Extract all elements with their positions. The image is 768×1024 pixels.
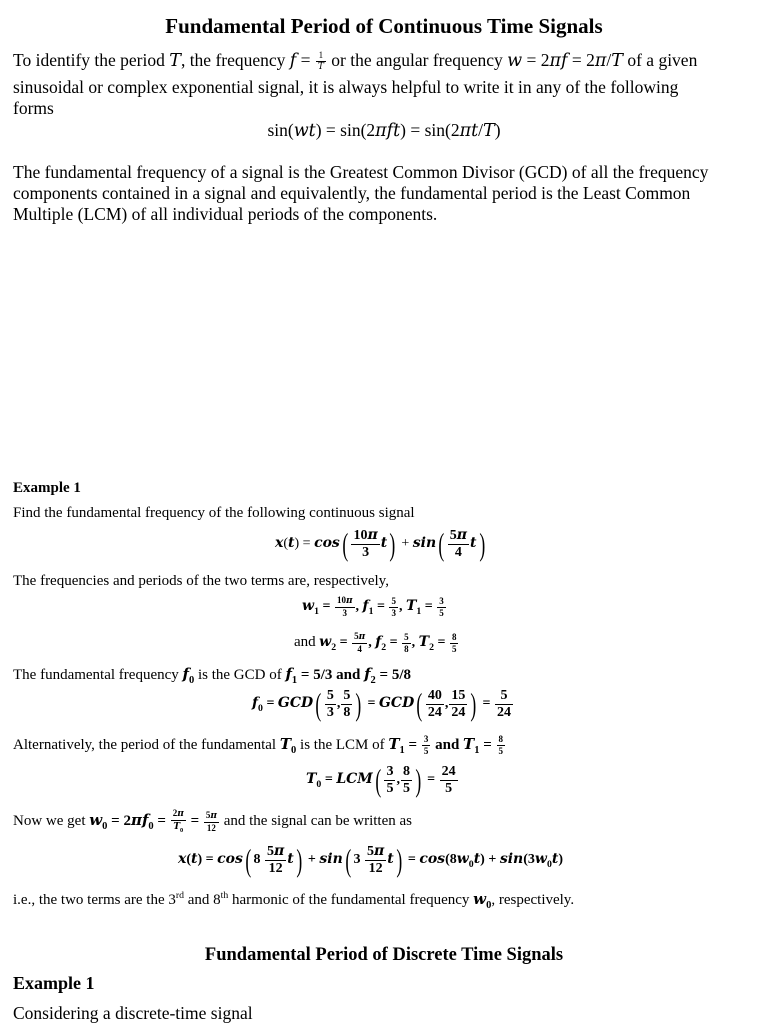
gcd-paragraph-line-1: The fundamental frequency of a signal is the Greatest Common Divisor (GCD) of all the frequency [13, 162, 709, 182]
gcd-sentence-c: and [336, 667, 361, 683]
intro-text-a: To identify the period [13, 50, 170, 70]
harmonic-b: and 8 [187, 892, 221, 908]
gcd-sentence-a: The fundamental frequency [13, 667, 179, 683]
intro-line-3: forms [13, 98, 54, 118]
discrete-heading: Fundamental Period of Discrete Time Signals [204, 945, 564, 965]
now-sentence-b: and the signal can be written as [223, 812, 412, 829]
gcd-sentence-b: is the GCD of [197, 667, 282, 683]
harmonic-a: i.e., the two terms are the 3 [13, 892, 176, 908]
frequencies-intro: The frequencies and periods of the two terms are, respectively, [13, 573, 389, 589]
lcm-sentence-b: is the LCM of [300, 737, 385, 753]
lcm-equation: $T_0 = LCM$( $\frac{3}{5}$ , $\frac{8}{5}$ ) = $\frac{24}{5}$ [306, 762, 456, 798]
gcd-paragraph-line-2: components contained in a signal and equivalently, the fundamental period is the Least Common [13, 183, 691, 203]
rewritten-signal-equation: x(t) = cos( 8 $\frac{5\pi}{12}$ t) + sin( 3 $\frac{5\pi}{12}$ $t) = \cos(8w_0t) + \sin(3w_0t)$ [178, 842, 563, 878]
lcm-sentence-a: Alternatively, the period of the fundamental [13, 737, 277, 753]
example-1-prompt: Find the fundamental frequency of the following continuous signal [13, 505, 415, 521]
intro-line-1: To identify the period T, the frequency f = $\frac{1}{T}$ or the angular frequency w = 2πf = 2π/T of a given [13, 50, 698, 73]
term-2-values: and $w_2$ = $\frac{5\pi}{4}$ , $f_2$ = $\frac{5}{8}$ , $T_2$ = $\frac{8}{5}$ [294, 631, 457, 654]
gcd-equation: $f_0 = GCD$( $\frac{5}{3}$ , $\frac{5}{8}$ ) = GCD( $\frac{40}{24}$ , $\frac{15}{24}$ ) = $\frac{5}{24}$ [252, 686, 512, 722]
forms-equation: sin(wt) = sin(2πft) = sin(2πt/T) [267, 120, 501, 141]
harmonic-sup-th: th [220, 890, 229, 901]
lcm-sentence: Alternatively, the period of the fundamental $T_0$ is the LCM of $T_1$ = $\frac{3}{5}$ and $T_1$ = $\frac{8}{5}$ [13, 734, 504, 757]
harmonic-sup-rd: rd [175, 890, 184, 901]
page-title: Fundamental Period of Continuous Time Signals [165, 14, 603, 38]
now-sentence: Now we get $w_0 = 2\pi f_0$ = $\frac{2\pi}{T_0}$ = $\frac{5\pi}{12}$ and the signal can be written as [13, 808, 412, 834]
discrete-example-title: Example 1 [13, 973, 95, 993]
discrete-example-text: Considering a discrete-time signal [13, 1003, 253, 1023]
lcm-sentence-c: and [435, 737, 460, 753]
signal-equation: x(t) = cos( $\frac{10\pi}{3}$ t) + sin( $\frac{5\pi}{4}$ t) [275, 526, 485, 562]
harmonic-d: , respectively. [491, 892, 575, 908]
gcd-paragraph-line-3: Multiple (LCM) of all individual periods of the components. [13, 204, 438, 224]
harmonic-sentence: i.e., the two terms are the 3rd and 8th harmonic of the fundamental frequency $w_0$, respectively. [13, 890, 575, 911]
intro-line-2: sinusoidal or complex exponential signal, it is always helpful to write it in any of the following [13, 77, 679, 97]
harmonic-c: harmonic of the fundamental frequency [232, 892, 470, 908]
example-1-title: Example 1 [13, 480, 81, 496]
term-2-prefix: and [294, 634, 316, 651]
fraction-1-over-t: $\frac{1}{T}$ [317, 50, 324, 73]
gcd-sentence: The fundamental frequency $f_0$ is the GCD of $f_1 = 5/3$ and $f_2 = 5/8$ [13, 665, 411, 686]
now-sentence-a: Now we get [13, 812, 86, 829]
term-1-values: $w_1$ = $\frac{10\pi}{3}$ , $f_1$ = $\frac{5}{3}$ , $T_1$ = $\frac{3}{5}$ [302, 595, 444, 618]
